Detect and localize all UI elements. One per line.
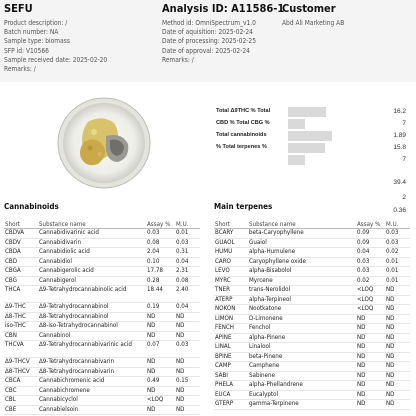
table-row <box>4 341 200 358</box>
short-cell: Δ9-THC <box>4 303 38 313</box>
sfp-id: SFP id: V10566 <box>4 46 49 55</box>
summary-row <box>216 106 416 118</box>
mu-cell: ND <box>385 381 410 391</box>
substance-cell: alpha-Phellandrene <box>248 381 356 391</box>
assay-cell: ND <box>356 371 385 381</box>
assay-cell: ND <box>356 400 385 410</box>
column-header: M.U. <box>175 220 200 229</box>
substance-cell: alpha-Terpineol <box>248 295 356 305</box>
assay-cell: 0.49 <box>146 377 175 387</box>
customer-name: Abd Ali Marketing AB <box>282 19 345 27</box>
cannabinoids-table <box>4 220 200 415</box>
short-cell: PHELA <box>214 381 248 391</box>
assay-cell: ND <box>146 367 175 377</box>
column-header: M.U. <box>385 220 410 229</box>
assay-cell: 18.44 <box>146 286 175 303</box>
mu-cell: ND <box>175 358 200 368</box>
substance-cell: Cannabinol <box>38 331 146 341</box>
short-cell: MYRC <box>214 276 248 286</box>
substance-cell: Cannabielsoin <box>38 405 146 415</box>
column-header: Substance name <box>248 220 356 229</box>
assay-cell: 0.10 <box>146 257 175 267</box>
substance-cell: trans-Nerolidol <box>248 286 356 296</box>
substance-cell: Δ9-Tetrahydrocannabinol <box>38 303 146 313</box>
mu-cell: 0.01 <box>385 267 410 277</box>
date-of-approval: Date of approval: 2025-02-24 <box>162 46 250 55</box>
assay-cell: ND <box>146 405 175 415</box>
substance-cell: Eucalyptol <box>248 390 356 400</box>
substance-cell: Fenchol <box>248 324 356 334</box>
mu-cell: 0.03 <box>385 238 410 248</box>
table-row <box>214 229 410 239</box>
assay-cell: ND <box>356 324 385 334</box>
assay-cell: ND <box>146 358 175 368</box>
assay-cell: 2.04 <box>146 248 175 258</box>
mu-cell: 2.40 <box>175 286 200 303</box>
table-row <box>214 295 410 305</box>
summary-value: 15.8 <box>393 144 406 151</box>
table-row <box>214 362 410 372</box>
short-cell: GUAOL <box>214 238 248 248</box>
mu-cell: ND <box>385 343 410 353</box>
column-header: Short <box>4 220 38 229</box>
assay-cell: <LOQ <box>356 305 385 315</box>
summary-label: CBD % Total CBG % <box>216 120 270 126</box>
product-description: Product description: / <box>4 19 68 27</box>
short-cell: Δ8-THC <box>4 312 38 322</box>
short-cell: CBDA <box>4 248 38 258</box>
substance-cell: Δ9-Tetrahydrocannabinolic acid <box>38 286 146 303</box>
mu-cell: ND <box>385 371 410 381</box>
short-cell: CBDV <box>4 238 38 248</box>
date-of-processing: Date of processing: 2025-02-25 <box>162 37 256 46</box>
substance-cell: Sabinene <box>248 371 356 381</box>
table-row <box>4 248 200 258</box>
assay-cell: 0.09 <box>356 238 385 248</box>
mu-cell: ND <box>385 400 410 410</box>
summary-extra-value: 2 <box>402 194 406 201</box>
short-cell: CBE <box>4 405 38 415</box>
column-header: Short <box>214 220 248 229</box>
assay-cell: ND <box>356 333 385 343</box>
short-cell: CARO <box>214 257 248 267</box>
mu-cell: 0.01 <box>175 229 200 239</box>
substance-cell: Δ8-Tetrahydrocannabinol <box>38 312 146 322</box>
short-cell: CBD <box>4 257 38 267</box>
mu-cell: ND <box>175 331 200 341</box>
substance-cell: Cannabicyclol <box>38 396 146 406</box>
substance-cell: Cannabidiol <box>38 257 146 267</box>
mu-cell: ND <box>175 322 200 332</box>
sample-remarks: Remarks: / <box>4 65 36 74</box>
table-row <box>214 333 410 343</box>
assay-cell: ND <box>356 362 385 372</box>
short-cell: CAMP <box>214 362 248 372</box>
table-row <box>4 238 200 248</box>
assay-cell: ND <box>356 390 385 400</box>
assay-cell: 0.07 <box>146 341 175 358</box>
table-row <box>4 312 200 322</box>
assay-cell: 0.08 <box>146 238 175 248</box>
table-row <box>214 352 410 362</box>
assay-cell: ND <box>146 386 175 396</box>
analysis-id: Analysis ID: A11586-1 <box>162 2 285 15</box>
short-cell: BPINE <box>214 352 248 362</box>
short-cell: TNER <box>214 286 248 296</box>
customer-info <box>282 2 344 28</box>
substance-cell: beta-Caryophyllene <box>248 229 356 239</box>
customer-title: Customer <box>282 2 336 15</box>
short-cell: CBN <box>4 331 38 341</box>
assay-cell: <LOQ <box>356 295 385 305</box>
sample-photo <box>44 88 164 194</box>
assay-cell: 0.02 <box>356 276 385 286</box>
summary-bar <box>288 143 325 153</box>
substance-cell: Cannabidivarin <box>38 238 146 248</box>
table-row <box>4 396 200 406</box>
mu-cell: 0.02 <box>385 248 410 258</box>
table-row <box>214 371 410 381</box>
sample-info <box>4 2 107 74</box>
mu-cell: ND <box>175 396 200 406</box>
summary-extra-value: 39.4 <box>393 179 406 186</box>
assay-cell: 0.03 <box>146 229 175 239</box>
analysis-remarks: Remarks: / <box>162 55 194 64</box>
summary-bar <box>288 107 326 117</box>
substance-cell: Caryophyllene oxide <box>248 257 356 267</box>
assay-cell: ND <box>356 314 385 324</box>
assay-cell: ND <box>146 331 175 341</box>
table-row <box>214 276 410 286</box>
mu-cell: ND <box>175 405 200 415</box>
assay-cell: ND <box>356 343 385 353</box>
summary-bar <box>288 131 332 141</box>
analysis-info <box>162 2 284 65</box>
assay-cell: 0.09 <box>356 229 385 239</box>
table-row <box>214 238 410 248</box>
table-row <box>4 367 200 377</box>
substance-cell: beta-Pinene <box>248 352 356 362</box>
assay-cell: <LOQ <box>356 286 385 296</box>
mu-cell: ND <box>175 386 200 396</box>
substance-cell: Guaiol <box>248 238 356 248</box>
table-row <box>4 386 200 396</box>
short-cell: LEVO <box>214 267 248 277</box>
summary-value: 16.2 <box>393 108 406 115</box>
short-cell: CBGA <box>4 267 38 277</box>
mu-cell: ND <box>385 305 410 315</box>
substance-cell: Cannabidivarinic acid <box>38 229 146 239</box>
sample-type: Sample type: biomass <box>4 37 70 46</box>
substance-cell: Δ9-Tetrahydrocannabivarin <box>38 358 146 368</box>
table-row <box>4 286 200 303</box>
substance-cell: Δ9-Tetrahydrocannabivarinic acid <box>38 341 146 358</box>
mu-cell: 0.01 <box>385 276 410 286</box>
substance-cell: Camphene <box>248 362 356 372</box>
substance-cell: D-Limonene <box>248 314 356 324</box>
mu-cell: ND <box>385 390 410 400</box>
assay-cell: 0.03 <box>356 257 385 267</box>
substance-cell: Δ8-Tetrahydrocannabivarin <box>38 367 146 377</box>
assay-cell: 17.78 <box>146 267 175 277</box>
summary-row <box>216 118 416 130</box>
summary-value: 7 <box>402 156 406 163</box>
mu-cell: 2.31 <box>175 267 200 277</box>
table-row <box>4 267 200 277</box>
table-row <box>214 314 410 324</box>
summary-panel <box>216 106 416 166</box>
substance-cell: alpha-Bisabolol <box>248 267 356 277</box>
mu-cell: 0.03 <box>175 341 200 358</box>
sample-received-date: Sample received date: 2025-02-20 <box>4 55 108 64</box>
method-id: Method id: OmniSpectrum_v1.0 <box>162 19 256 27</box>
summary-extra-value: 0.36 <box>393 207 406 214</box>
short-cell: SABI <box>214 371 248 381</box>
report-header <box>0 0 416 82</box>
assay-cell: ND <box>146 312 175 322</box>
column-header: Substance name <box>38 220 146 229</box>
short-cell: CBG <box>4 276 38 286</box>
table-row <box>4 303 200 313</box>
mu-cell: ND <box>175 312 200 322</box>
assay-cell: ND <box>356 352 385 362</box>
column-header: Assay % <box>356 220 385 229</box>
table-row <box>4 358 200 368</box>
terpenes-table <box>214 220 410 410</box>
substance-cell: Cannabichromenic acid <box>38 377 146 387</box>
table-row <box>4 331 200 341</box>
table-row <box>214 267 410 277</box>
table-row <box>4 405 200 415</box>
table-row <box>4 276 200 286</box>
mu-cell: 0.15 <box>175 377 200 387</box>
assay-cell: 0.19 <box>146 303 175 313</box>
table-row <box>214 305 410 315</box>
mu-cell: ND <box>385 286 410 296</box>
short-cell: THCVA <box>4 341 38 358</box>
substance-cell: Δ8-iso-Tetrahydrocannabinol <box>38 322 146 332</box>
mu-cell: ND <box>385 324 410 334</box>
batch-number: Batch number: NA <box>4 28 59 37</box>
assay-cell: 0.28 <box>146 276 175 286</box>
mu-cell: 0.03 <box>385 229 410 239</box>
short-cell: BCARY <box>214 229 248 239</box>
table-row <box>214 324 410 334</box>
table-row <box>214 286 410 296</box>
mu-cell: 0.04 <box>175 303 200 313</box>
mu-cell: ND <box>175 367 200 377</box>
substance-cell: alpha-Humulene <box>248 248 356 258</box>
assay-cell: 0.03 <box>356 267 385 277</box>
summary-label: Total Δ9THC % Total <box>216 108 271 114</box>
assay-cell: ND <box>356 381 385 391</box>
summary-label: Total cannabinoids <box>216 132 267 138</box>
short-cell: LIMON <box>214 314 248 324</box>
short-cell: EUCA <box>214 390 248 400</box>
short-cell: CBDVA <box>4 229 38 239</box>
table-row <box>4 322 200 332</box>
table-row <box>214 343 410 353</box>
summary-value: 1.89 <box>393 132 406 139</box>
substance-cell: Cannabigerolic acid <box>38 267 146 277</box>
short-cell: CBCA <box>4 377 38 387</box>
mu-cell: ND <box>385 352 410 362</box>
table-row <box>214 257 410 267</box>
cannabinoids-rows <box>4 229 200 415</box>
short-cell: HUMU <box>214 248 248 258</box>
mu-cell: 0.08 <box>175 276 200 286</box>
mu-cell: ND <box>385 362 410 372</box>
summary-label: % Total terpenes % <box>216 144 267 150</box>
substance-cell: Cannabidiolic acid <box>38 248 146 258</box>
short-cell: GTERP <box>214 400 248 410</box>
short-cell: Δ9-THCV <box>4 358 38 368</box>
cannabinoids-title: Cannabinoids <box>4 202 59 211</box>
table-row <box>4 229 200 239</box>
assay-cell: ND <box>146 322 175 332</box>
short-cell: CBC <box>4 386 38 396</box>
short-cell: FENCH <box>214 324 248 334</box>
substance-cell: Myrcene <box>248 276 356 286</box>
table-row <box>214 390 410 400</box>
terpenes-title: Main terpenes <box>214 202 273 211</box>
mu-cell: ND <box>385 314 410 324</box>
short-cell: CBL <box>4 396 38 406</box>
table-row <box>4 257 200 267</box>
short-cell: LINAL <box>214 343 248 353</box>
table-row <box>214 400 410 410</box>
assay-cell: <LOQ <box>146 396 175 406</box>
short-cell: THCA <box>4 286 38 303</box>
table-header-row <box>214 220 410 229</box>
substance-cell: alpha-Pinene <box>248 333 356 343</box>
summary-bar <box>288 119 305 129</box>
assay-cell: 0.04 <box>356 248 385 258</box>
table-row <box>214 248 410 258</box>
mu-cell: 0.01 <box>385 257 410 267</box>
short-cell: NOKON <box>214 305 248 315</box>
substance-cell: gamma-Terpinene <box>248 400 356 410</box>
summary-value: 7 <box>402 120 406 127</box>
table-header-row <box>4 220 200 229</box>
substance-cell: Nootkatone <box>248 305 356 315</box>
table-row <box>4 377 200 387</box>
summary-row <box>216 142 416 154</box>
substance-cell: Cannabigerol <box>38 276 146 286</box>
mu-cell: ND <box>385 333 410 343</box>
terpenes-rows <box>214 229 410 410</box>
summary-row <box>216 154 416 166</box>
short-cell: iso-THC <box>4 322 38 332</box>
mu-cell: 0.03 <box>175 238 200 248</box>
column-header: Assay % <box>146 220 175 229</box>
mu-cell: 0.31 <box>175 248 200 258</box>
short-cell: ATERP <box>214 295 248 305</box>
summary-bar <box>288 155 305 165</box>
table-row <box>214 381 410 391</box>
summary-row <box>216 130 416 142</box>
substance-cell: Linalool <box>248 343 356 353</box>
mu-cell: ND <box>385 295 410 305</box>
sample-name: SEFU <box>4 2 33 15</box>
mu-cell: 0.04 <box>175 257 200 267</box>
date-of-aquisition: Date of aquisition: 2025-02-24 <box>162 28 253 37</box>
short-cell: Δ8-THCV <box>4 367 38 377</box>
substance-cell: Cannabichromene <box>38 386 146 396</box>
short-cell: APINE <box>214 333 248 343</box>
